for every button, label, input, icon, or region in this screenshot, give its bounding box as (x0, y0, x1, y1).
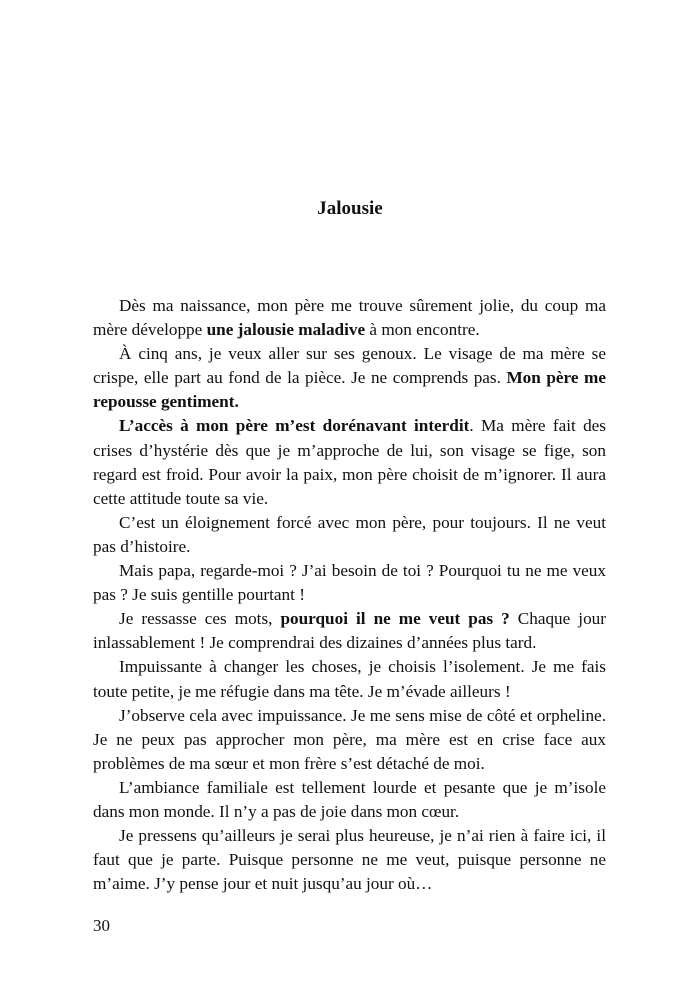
paragraph (93, 414, 606, 510)
paragraph (93, 511, 606, 559)
text-run: L’ambiance familiale est tellement lourde et pesante que je m’isole dans mon monde. Il n’y a pas de joie dans mon cœur. (93, 777, 606, 821)
paragraph (93, 824, 606, 896)
text-run: Je ressasse ces mots, (119, 609, 281, 629)
text-run: . Ma mère fait des crises d’hystérie dès que je m’approche de lui, son visage se fige, son regard est froid. Pour avoir la paix, mon père choisit de m’ignorer. Il aura cette attitude toute sa vie. (93, 416, 606, 508)
text-run: Impuissante à changer les choses, je choisis l’isolement. Je me fais toute petite, je me réfugie dans ma tête. Je m’évade ailleurs ! (93, 657, 606, 701)
text-run: C’est un éloignement forcé avec mon père, pour toujours. Il ne veut pas d’histoire. (93, 512, 606, 556)
text-run-bold: pourquoi il ne me veut pas ? (280, 609, 510, 629)
paragraph (93, 607, 606, 655)
body-text (93, 294, 606, 896)
paragraph (93, 655, 606, 703)
text-run-bold: Mon père me repousse gentiment. (93, 368, 606, 412)
paragraph (93, 559, 606, 607)
text-run: J’observe cela avec impuissance. Je me sens mise de côté et orpheline. Je ne peux pas approcher mon père, ma mère est en crise face aux problèmes de ma sœur et mon frère s’est détaché de moi. (93, 705, 606, 773)
text-run-bold: L’accès à mon père m’est dorénavant interdit (119, 416, 470, 436)
text-run: à mon encontre. (365, 320, 480, 340)
text-run: Chaque jour inlassablement ! Je comprendrai des dizaines d’années plus tard. (93, 609, 606, 653)
page-number: 30 (93, 916, 110, 935)
paragraph (93, 294, 606, 342)
text-run: Je pressens qu’ailleurs je serai plus heureuse, je n’ai rien à faire ici, il faut que je parte. Puisque personne ne me veut, puisque personne ne m’aime. J’y pense jour et nuit jusqu’au jour où… (93, 826, 606, 894)
chapter-title: Jalousie (317, 198, 383, 219)
text-run-bold: une jalousie maladive (206, 320, 366, 340)
text-run: À cinq ans, je veux aller sur ses genoux. Le visage de ma mère se crispe, elle part au fond de la pièce. Je ne comprends pas. (93, 344, 606, 388)
paragraph (93, 704, 606, 776)
text-run: Dès ma naissance, mon père me trouve sûrement jolie, du coup ma mère développe (93, 296, 606, 340)
text-run: Mais papa, regarde-moi ? J’ai besoin de toi ? Pourquoi tu ne me veux pas ? Je suis gentille pourtant ! (93, 561, 606, 605)
paragraph (93, 776, 606, 824)
paragraph (93, 342, 606, 414)
